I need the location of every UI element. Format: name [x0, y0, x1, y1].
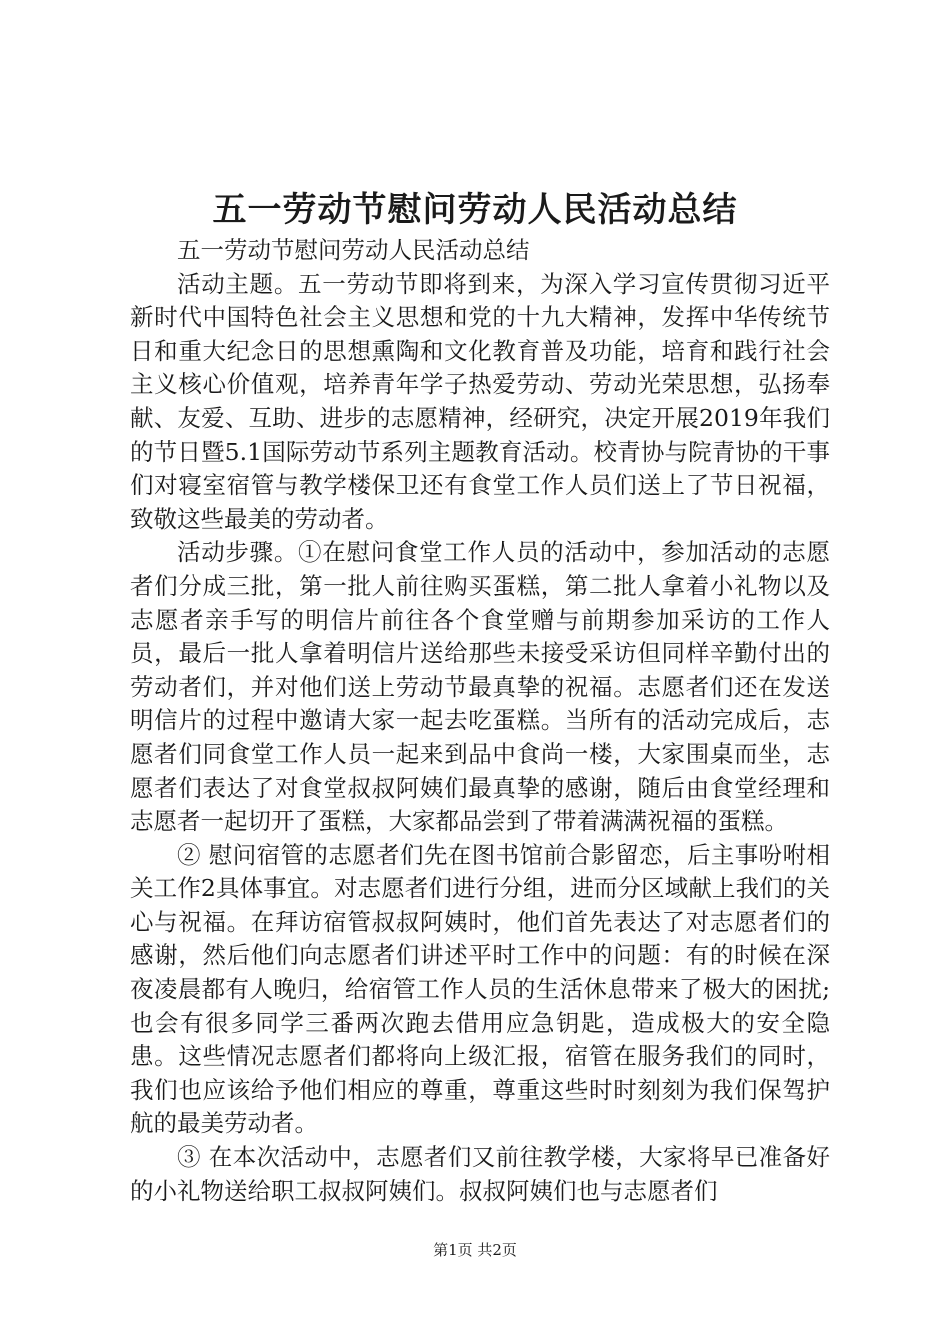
document-title: 五一劳动节慰问劳动人民活动总结 [212, 190, 738, 230]
paragraph-teaching-building: ③ 在本次活动中，志愿者们又前往教学楼，大家将早已准备好的小礼物送给职工叔叔阿姨们。叔叔阿姨们也与志愿者们 [130, 1143, 830, 1205]
paragraph-subtitle: 五一劳动节慰问劳动人民活动总结 [177, 236, 530, 264]
page-footer: 第1页 共2页 [433, 1241, 517, 1259]
paragraph-dorm-visit: ② 慰问宿管的志愿者们先在图书馆前合影留恋，后主事吩咐相关工作2具体事宜。对志愿者们进行分组，进而分区域献上我们的关心与祝福。在拜访宿管叔叔阿姨时，他们首先表达了对志愿者们的感谢，然后他们向志愿者们讲述平时工作中的问题：有的时候在深夜凌晨都有人晚归，给宿管工作人员的生活休息带来了极大的困扰;也会有很多同学三番两次跑去借用应急钥匙，造成极大的安全隐患。这些情况志愿者们都将向上级汇报，宿管在服务我们的同时，我们也应该给予他们相应的尊重，尊重这些时时刻刻为我们保驾护航的最美劳动者。 [130, 840, 830, 1138]
paragraph-theme: 活动主题。五一劳动节即将到来，为深入学习宣传贯彻习近平新时代中国特色社会主义思想和党的十九大精神，发挥中华传统节日和重大纪念日的思想熏陶和文化教育普及功能，培育和践行社会主义核心价值观，培养青年学子热爱劳动、劳动光荣思想，弘扬奉献、友爱、互助、进步的志愿精神，经研究，决定开展2019年我们的节日暨5.1国际劳动节系列主题教育活动。校青协与院青协的干事们对寝室宿管与教学楼保卫还有食堂工作人员们送上了节日祝福，致敬这些最美的劳动者。 [130, 269, 830, 533]
paragraph-steps: 活动步骤。①在慰问食堂工作人员的活动中，参加活动的志愿者们分成三批，第一批人前往购买蛋糕，第二批人拿着小礼物以及志愿者亲手写的明信片前往各个食堂赠与前期参加采访的工作人员，最后一批人拿着明信片送给那些未接受采访但同样辛勤付出的劳动者们，并对他们送上劳动节最真挚的祝福。志愿者们还在发送明信片的过程中邀请大家一起去吃蛋糕。当所有的活动完成后，志愿者们同食堂工作人员一起来到品中食尚一楼，大家围桌而坐，志愿者们表达了对食堂叔叔阿姨们最真挚的感谢，随后由食堂经理和志愿者一起切开了蛋糕，大家都品尝到了带着满满祝福的蛋糕。 [130, 538, 830, 836]
document-body [130, 234, 830, 1208]
